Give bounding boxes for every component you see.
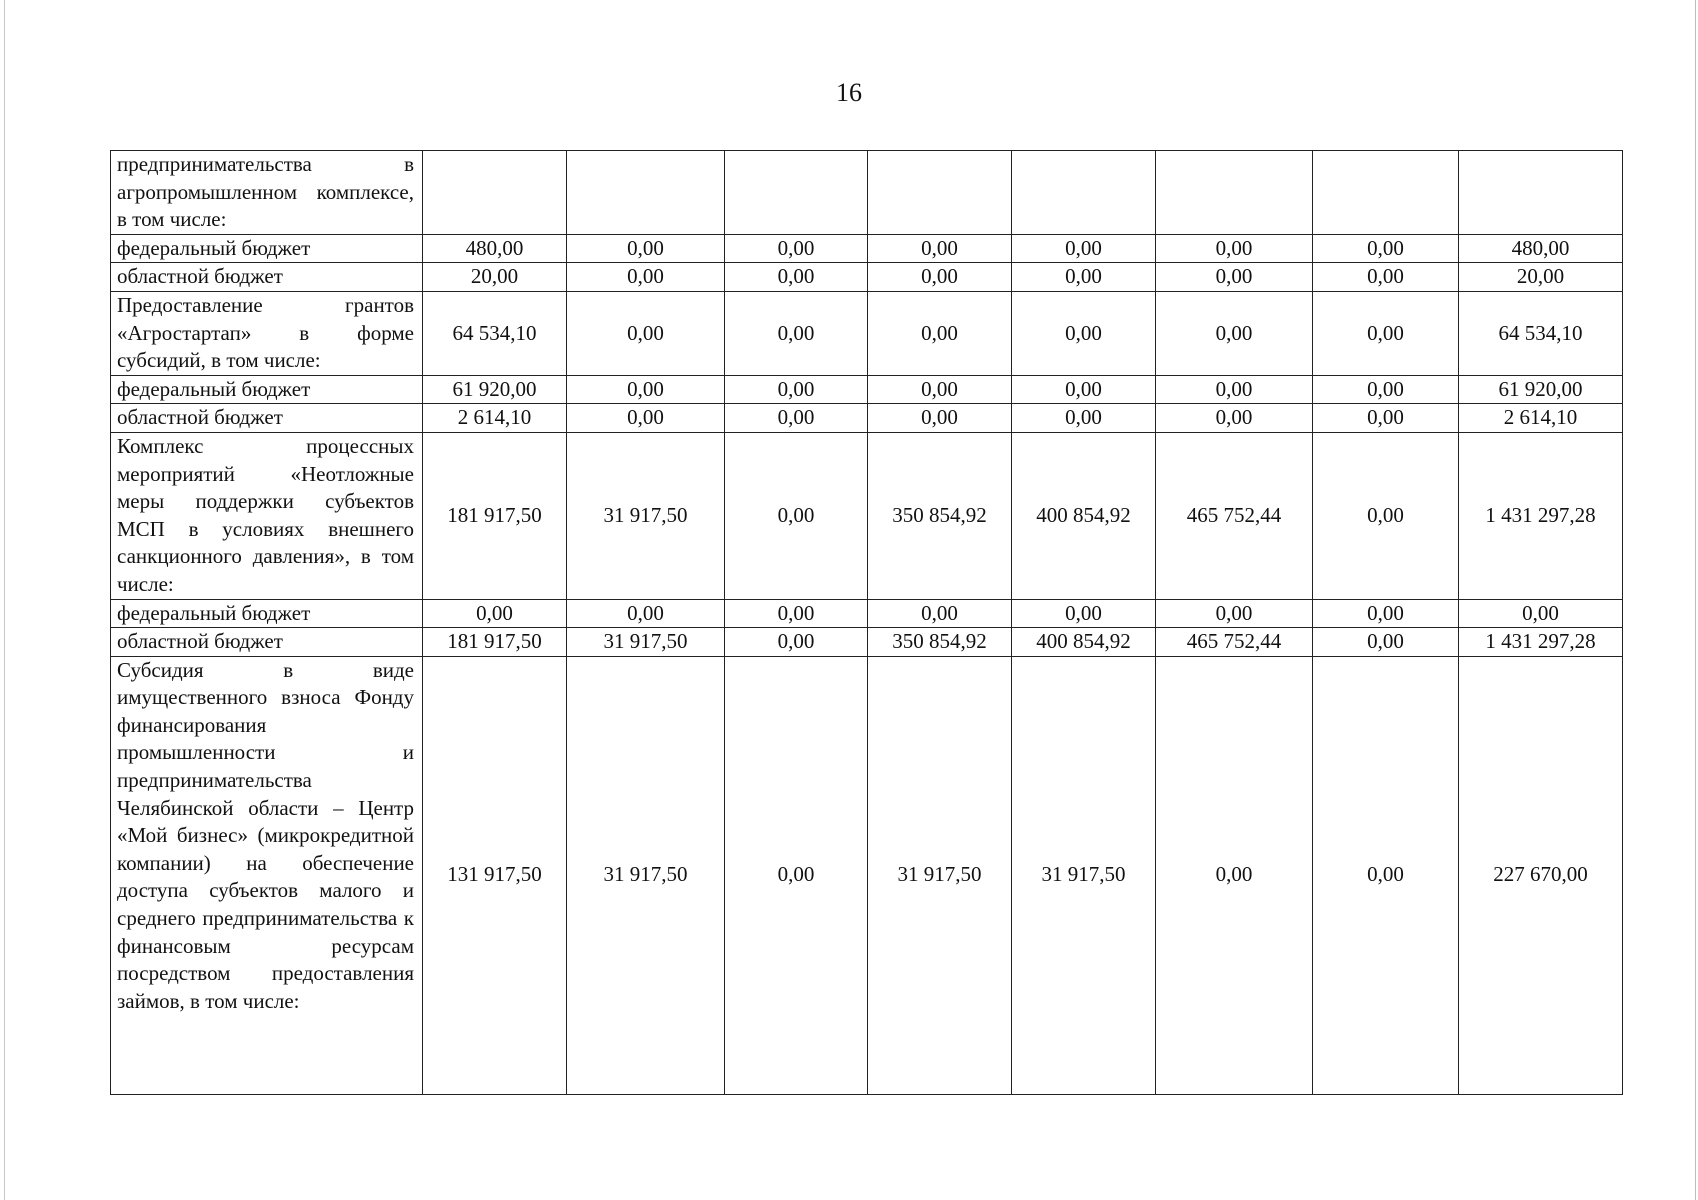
value-cell: 20,00: [1459, 263, 1623, 292]
value-cell: 31 917,50: [567, 656, 725, 1094]
value-cell: 350 854,92: [868, 628, 1012, 657]
value-cell: [868, 151, 1012, 235]
value-cell: 400 854,92: [1012, 432, 1156, 599]
value-cell: 0,00: [868, 375, 1012, 404]
value-cell: 64 534,10: [423, 291, 567, 375]
value-cell: 31 917,50: [868, 656, 1012, 1094]
value-cell: [567, 151, 725, 235]
value-cell: 0,00: [1156, 404, 1313, 433]
value-cell: 0,00: [567, 234, 725, 263]
value-cell: 0,00: [1156, 656, 1313, 1094]
row-label: Субсидия в виде имущественного взноса Фонду финансирования промышленности и предпринимательства Челябинской области – Центр «Мой бизнес» (микрокредитной компании) на обеспечение доступа субъектов малого и среднего предпринимательства к финансовым ресурсам посредством предоставления займов, в том числе:: [111, 656, 423, 1094]
row-label: Комплекс процессных мероприятий «Неотложные меры поддержки субъектов МСП в условиях внешнего санкционного давления», в том числе:: [111, 432, 423, 599]
value-cell: 0,00: [567, 291, 725, 375]
table-row: [111, 599, 1623, 628]
table-row: [111, 375, 1623, 404]
value-cell: 0,00: [725, 234, 868, 263]
value-cell: 0,00: [1313, 404, 1459, 433]
value-cell: 400 854,92: [1012, 628, 1156, 657]
value-cell: 480,00: [423, 234, 567, 263]
value-cell: 0,00: [725, 656, 868, 1094]
value-cell: 0,00: [725, 291, 868, 375]
value-cell: 0,00: [1313, 263, 1459, 292]
value-cell: 480,00: [1459, 234, 1623, 263]
value-cell: [725, 151, 868, 235]
value-cell: 64 534,10: [1459, 291, 1623, 375]
value-cell: 2 614,10: [1459, 404, 1623, 433]
value-cell: 0,00: [1012, 291, 1156, 375]
value-cell: 465 752,44: [1156, 628, 1313, 657]
value-cell: 0,00: [1313, 656, 1459, 1094]
value-cell: [1313, 151, 1459, 235]
table-row: [111, 151, 1623, 235]
table-row: [111, 263, 1623, 292]
value-cell: 0,00: [725, 404, 868, 433]
value-cell: 0,00: [868, 599, 1012, 628]
page-number: 16: [836, 78, 862, 107]
value-cell: 0,00: [1459, 599, 1623, 628]
value-cell: [423, 151, 567, 235]
value-cell: 0,00: [1313, 432, 1459, 599]
table-row: [111, 656, 1623, 1094]
value-cell: 0,00: [1012, 263, 1156, 292]
value-cell: 0,00: [868, 234, 1012, 263]
table-row: [111, 628, 1623, 657]
value-cell: 31 917,50: [567, 628, 725, 657]
budget-table: [110, 150, 1623, 1095]
value-cell: 1 431 297,28: [1459, 432, 1623, 599]
value-cell: 350 854,92: [868, 432, 1012, 599]
row-label: областной бюджет: [111, 404, 423, 433]
row-label: федеральный бюджет: [111, 234, 423, 263]
row-label: предпринимательства в агропромышленном комплексе, в том числе:: [111, 151, 423, 235]
value-cell: 2 614,10: [423, 404, 567, 433]
value-cell: 0,00: [1156, 234, 1313, 263]
row-label: федеральный бюджет: [111, 599, 423, 628]
value-cell: 20,00: [423, 263, 567, 292]
row-label: областной бюджет: [111, 263, 423, 292]
value-cell: 31 917,50: [567, 432, 725, 599]
row-label: областной бюджет: [111, 628, 423, 657]
value-cell: 181 917,50: [423, 432, 567, 599]
value-cell: 0,00: [1313, 234, 1459, 263]
value-cell: 465 752,44: [1156, 432, 1313, 599]
value-cell: [1459, 151, 1623, 235]
value-cell: 1 431 297,28: [1459, 628, 1623, 657]
value-cell: 227 670,00: [1459, 656, 1623, 1094]
table-row: [111, 234, 1623, 263]
row-label: Предоставление грантов «Агростартап» в форме субсидий, в том числе:: [111, 291, 423, 375]
value-cell: [1156, 151, 1313, 235]
value-cell: 31 917,50: [1012, 656, 1156, 1094]
value-cell: 0,00: [725, 432, 868, 599]
value-cell: 0,00: [1156, 291, 1313, 375]
value-cell: 131 917,50: [423, 656, 567, 1094]
row-label: федеральный бюджет: [111, 375, 423, 404]
value-cell: 0,00: [1313, 599, 1459, 628]
value-cell: 0,00: [1012, 404, 1156, 433]
value-cell: 0,00: [725, 375, 868, 404]
value-cell: 0,00: [725, 628, 868, 657]
scan-right-edge: [1695, 0, 1696, 1200]
value-cell: 0,00: [1012, 234, 1156, 263]
value-cell: 0,00: [725, 599, 868, 628]
value-cell: 61 920,00: [1459, 375, 1623, 404]
value-cell: 0,00: [567, 404, 725, 433]
value-cell: 181 917,50: [423, 628, 567, 657]
table-row: [111, 432, 1623, 599]
value-cell: 0,00: [567, 599, 725, 628]
value-cell: 0,00: [725, 263, 868, 292]
value-cell: 0,00: [1012, 375, 1156, 404]
value-cell: 0,00: [868, 404, 1012, 433]
table-row: [111, 291, 1623, 375]
value-cell: 0,00: [423, 599, 567, 628]
value-cell: 61 920,00: [423, 375, 567, 404]
value-cell: [1012, 151, 1156, 235]
scan-left-edge: [4, 0, 5, 1200]
value-cell: 0,00: [868, 263, 1012, 292]
value-cell: 0,00: [1313, 291, 1459, 375]
table-body: [111, 151, 1623, 1095]
value-cell: 0,00: [1156, 263, 1313, 292]
table-row: [111, 404, 1623, 433]
value-cell: 0,00: [1313, 375, 1459, 404]
value-cell: 0,00: [1156, 375, 1313, 404]
value-cell: 0,00: [1156, 599, 1313, 628]
value-cell: 0,00: [1012, 599, 1156, 628]
value-cell: 0,00: [868, 291, 1012, 375]
value-cell: 0,00: [567, 263, 725, 292]
value-cell: 0,00: [567, 375, 725, 404]
value-cell: 0,00: [1313, 628, 1459, 657]
